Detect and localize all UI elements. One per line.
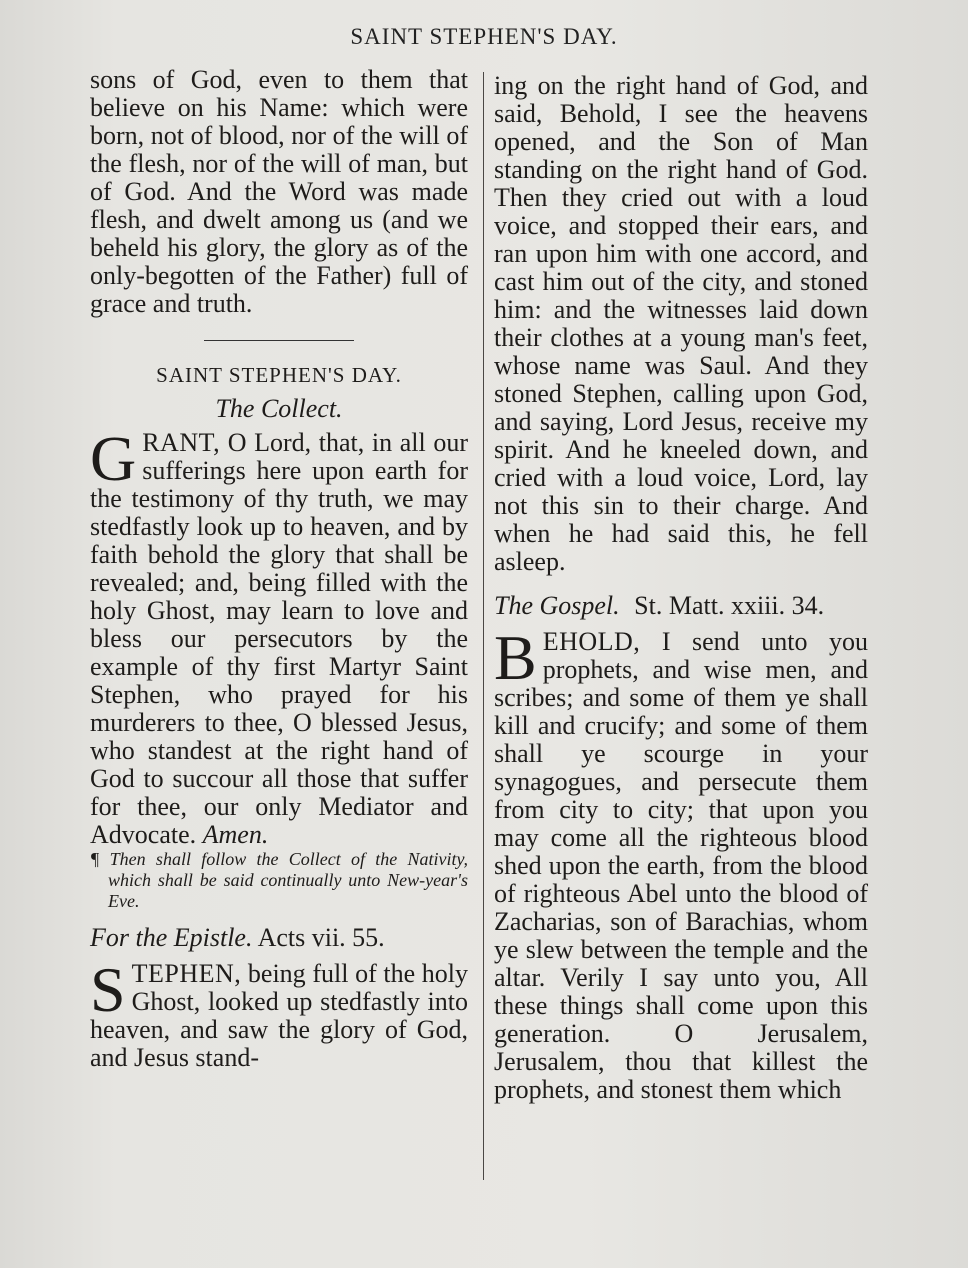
section-divider <box>204 340 354 341</box>
gospel-text: I send unto you prophets, and wise men, and scribes; and some of them ye shall kill and crucify; and some of them shall ye scourge in your synagogues, and persecute them from city to city; that upon you may come all the righteous blood shed upon the earth, from the blood of righteous Abel unto the blood of Zacharias, son of Barachias, whom ye slew between the temple and the altar. Verily I say unto you, All these things shall come upon this generation. O Jerusalem, Jerusalem, thou that killest the prophets, and stonest them which <box>494 627 868 1104</box>
collect-text: O Lord, that, in all our sufferings here upon earth for the testimony of thy truth, we may stedfastly look up to heaven, and by faith behold the glory that shall be revealed; and, being filled with the holy Ghost, may learn to love and bless our persecutors by the example of thy first Martyr Saint Stephen, who prayed for his murderers to thee, O blessed Jesus, who standest at the right hand of God to succour all those that suffer for thee, our only Mediator and Advocate. <box>90 428 468 849</box>
collect-paragraph <box>90 423 468 849</box>
collect-heading: The Collect. <box>215 394 343 423</box>
gospel-lead-word: EHOLD, <box>542 627 641 656</box>
rubric-note: ¶ Then shall follow the Collect of the Nativity, which shall be said continually unto New-year's Eve. <box>90 849 468 911</box>
epistle-paragraph <box>90 954 468 1072</box>
gospel-label: The Gospel. <box>494 591 620 620</box>
collect-amen: Amen. <box>202 820 269 849</box>
gospel-heading <box>494 592 868 620</box>
epistle-label: For the Epistle. <box>90 923 253 952</box>
collect-lead-word: RANT, <box>142 428 221 457</box>
right-column <box>494 72 868 1104</box>
gospel-paragraph <box>494 622 868 1104</box>
gospel-continuation-paragraph: sons of God, even to them that believe on his Name: which were born, not of blood, nor of the will of the flesh, nor of the will of man, but of God. And the Word was made flesh, and dwelt among us (and we beheld his glory, the glory as of the only-begotten of the Father) full of grace and truth. <box>90 65 468 318</box>
section-title: SAINT STEPHEN'S DAY. <box>156 363 402 387</box>
epistle-drop-cap: S <box>90 954 126 1025</box>
epistle-text: being full of the holy Ghost, looked up stedfastly into heaven, and saw the glory of God, and Jesus stand- <box>90 959 468 1072</box>
left-column <box>90 66 468 1072</box>
epistle-continuation-paragraph: ing on the right hand of God, and said, Behold, I see the heavens opened, and the Son of Man standing on the right hand of God. Then they cried out with a loud voice, and stopped their ears, and ran upon him with one accord, and cast him out of the city, and stoned him: and the witnesses laid down their clothes at a young man's feet, whose name was Saul. And they stoned Stephen, calling upon God, and saying, Lord Jesus, receive my spirit. And he kneeled down, and cried with a loud voice, Lord, lay not this sin to their charge. And when he had said this, he fell asleep. <box>494 71 868 576</box>
epistle-lead-word: TEPHEN, <box>131 959 242 988</box>
gospel-drop-cap: B <box>494 622 537 693</box>
epistle-reference: Acts vii. 55. <box>257 923 385 952</box>
collect-drop-cap: G <box>90 423 137 494</box>
column-rule <box>483 72 484 1180</box>
running-head: SAINT STEPHEN'S DAY. <box>350 24 618 49</box>
gospel-reference: St. Matt. xxiii. 34. <box>634 591 825 620</box>
epistle-heading <box>90 924 468 952</box>
